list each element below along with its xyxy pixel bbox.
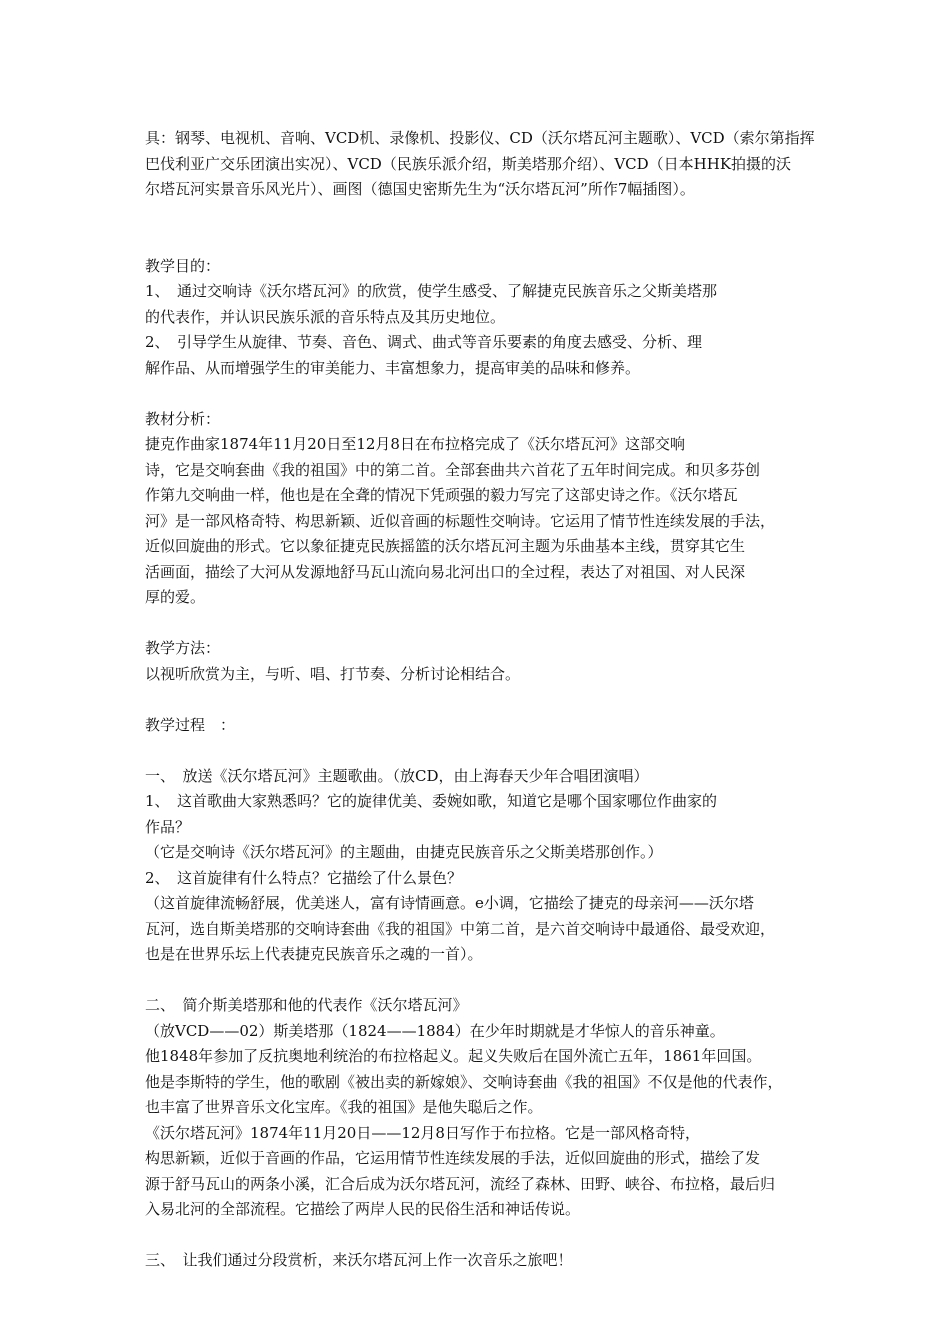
methods-section: [145, 636, 825, 687]
paragraph-gap: [145, 1223, 825, 1249]
process-part-one: [145, 764, 825, 968]
document-body: [145, 126, 825, 1274]
text-line: 二、 简介斯美塔那和他的代表作《沃尔塔瓦河》: [145, 996, 468, 1014]
text-line: 近似回旋曲的形式。它以象征捷克民族摇篮的沃尔塔瓦河主题为乐曲基本主线，贯穿其它生: [145, 537, 746, 555]
section-heading: 教学方法：: [145, 639, 221, 657]
process-part-two: [145, 993, 825, 1223]
text-line: 1、 通过交响诗《沃尔塔瓦河》的欣赏，使学生感受、了解捷克民族音乐之父斯美塔那: [145, 282, 718, 300]
text-line: 诗，它是交响套曲《我的祖国》中的第二首。全部套曲共六首花了五年时间完成。和贝多芬创: [145, 460, 761, 479]
text-line: 入易北河的全部流程。它描绘了两岸人民的民俗生活和神话传说。: [145, 1200, 581, 1218]
section-heading: 教学过程 ：: [145, 715, 236, 734]
paragraph-gap: [145, 611, 825, 637]
text-line: 的代表作，并认识民族乐派的音乐特点及其历史地位。: [145, 307, 506, 326]
text-line: 1、 这首歌曲大家熟悉吗？它的旋律优美、委婉如歌，知道它是哪个国家哪位作曲家的: [145, 792, 718, 810]
text-line: 他1848年参加了反抗奥地利统治的布拉格起义。起义失败后在国外流亡五年，1861年回国。: [145, 1047, 762, 1065]
text-line: 他是李斯特的学生，他的歌剧《被出卖的新嫁娘》、交响诗套曲《我的祖国》不仅是他的代表作，: [145, 1072, 783, 1091]
text-line: 2、 引导学生从旋律、节奏、音色、调式、曲式等音乐要素的角度去感受、分析、理: [145, 333, 703, 351]
text-line: 解作品、从而增强学生的审美能力、丰富想象力，提高审美的品味和修养。: [145, 358, 641, 377]
text-line: 河》是一部风格奇特、构思新颖、近似音画的标题性交响诗。它运用了情节性连续发展的手法，: [145, 511, 776, 530]
text-line: 也丰富了世界音乐文化宝库。《我的祖国》是他失聪后之作。: [145, 1098, 543, 1116]
section-heading: 教学目的：: [145, 256, 221, 275]
paragraph-gap: [145, 381, 825, 407]
paragraph-gap: [145, 228, 825, 254]
text-line: 以视听欣赏为主，与听、唱、打节奏、分析讨论相结合。: [145, 664, 521, 683]
text-line: 2、 这首旋律有什么特点？它描绘了什么景色？: [145, 868, 463, 887]
paragraph-gap: [145, 203, 825, 229]
section-heading: 教材分析：: [145, 409, 221, 428]
analysis-section: [145, 407, 825, 611]
text-line: 作第九交响曲一样，他也是在全聋的情况下凭顽强的毅力写完了这部史诗之作。《沃尔塔瓦: [145, 486, 738, 504]
text-line: 捷克作曲家1874年11月20日至12月8日在布拉格完成了《沃尔塔瓦河》这部交响: [145, 435, 685, 453]
text-line: （放VCD——02）斯美塔那（1824——1884）在少年时期就是才华惊人的音乐神童。: [145, 1021, 725, 1040]
text-line: 一、 放送《沃尔塔瓦河》主题歌曲。（放CD，由上海春天少年合唱团演唱）: [145, 766, 649, 785]
process-section: [145, 713, 825, 1274]
text-line: 活画面，描绘了大河从发源地舒马瓦山流向易北河出口的全过程，表达了对祖国、对人民深: [145, 562, 746, 581]
text-line: 厚的爱。: [145, 588, 206, 606]
paragraph-gap: [145, 687, 825, 713]
text-line: （这首旋律流畅舒展，优美迷人，富有诗情画意。e小调，它描绘了捷克的母亲河——沃尔塔: [145, 894, 754, 912]
text-line: 巴伐利亚广交乐团演出实况）、VCD（民族乐派介绍，斯美塔那介绍）、VCD（日本HHK拍摄的沃: [145, 154, 792, 173]
paragraph-gap: [145, 968, 825, 994]
text-line: 源于舒马瓦山的两条小溪，汇合后成为沃尔塔瓦河，流经了森林、田野、峡谷、布拉格，最后归: [145, 1174, 776, 1193]
text-line: 也是在世界乐坛上代表捷克民族音乐之魂的一首）。: [145, 945, 483, 963]
text-line: 尔塔瓦河实景音乐风光片）、画图（德国史密斯先生为“沃尔塔瓦河”所作7幅插图）。: [145, 180, 695, 198]
text-line: 《沃尔塔瓦河》1874年11月20日——12月8日写作于布拉格。它是一部风格奇特，: [145, 1123, 700, 1142]
paragraph-gap: [145, 738, 825, 764]
text-line: 瓦河，选自斯美塔那的交响诗套曲《我的祖国》中第二首，是六首交响诗中最通俗、最受欢迎，: [145, 919, 776, 938]
text-line: （它是交响诗《沃尔塔瓦河》的主题曲，由捷克民族音乐之父斯美塔那创作。）: [145, 843, 663, 861]
materials-paragraph: [145, 126, 825, 203]
text-line: 三、 让我们通过分段赏析，来沃尔塔瓦河上作一次音乐之旅吧！: [145, 1251, 573, 1269]
text-line: 具：钢琴、电视机、音响、VCD机、录像机、投影仪、CD（沃尔塔瓦河主题歌）、VCD（索尔第指挥: [145, 129, 815, 147]
process-part-three: [145, 1248, 825, 1274]
text-line: 作品？: [145, 817, 191, 836]
text-line: 构思新颖，近似于音画的作品，它运用情节性连续发展的手法，近似回旋曲的形式，描绘了发: [145, 1149, 761, 1167]
objectives-section: [145, 254, 825, 382]
